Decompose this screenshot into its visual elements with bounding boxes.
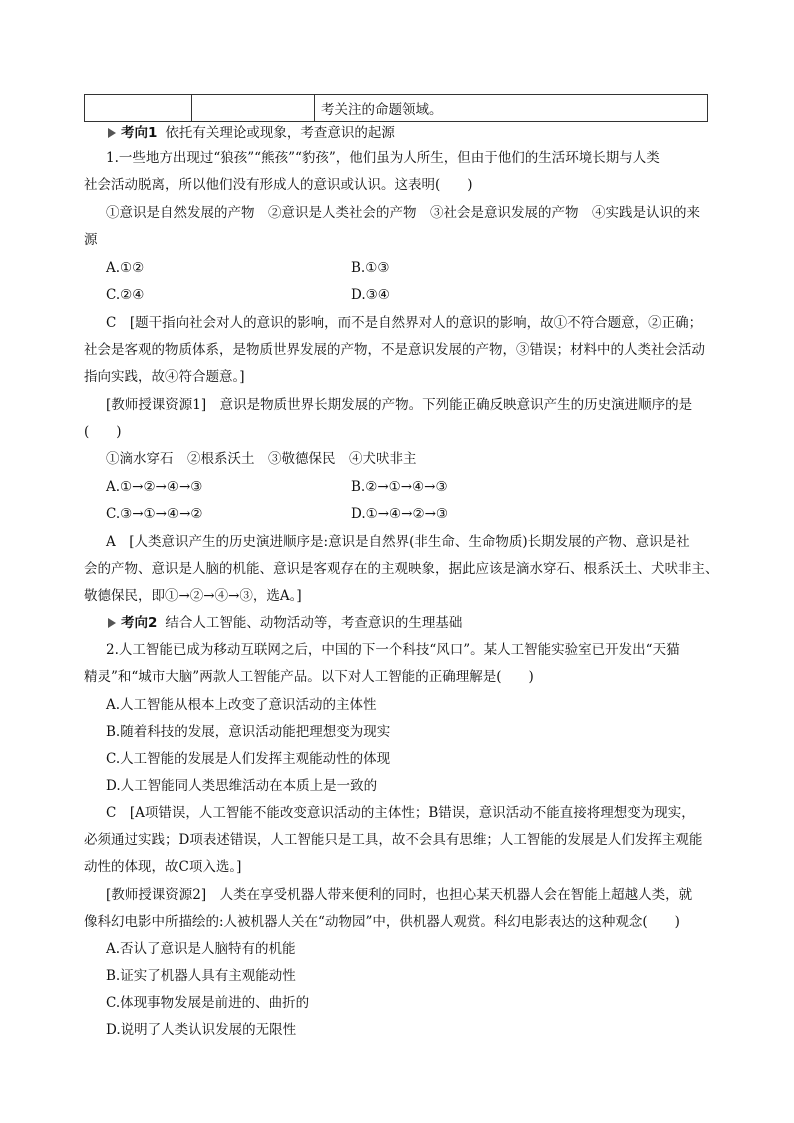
continuation-table xyxy=(84,94,708,122)
question-1-option-b: B.①③ xyxy=(351,260,390,276)
section-title: 结合人工智能、动物活动等，考查意识的生理基础 xyxy=(165,615,463,631)
resource-2-stem-line2: 像科幻电影中所描绘的:人被机器人关在“动物园”中，供机器人观赏。科幻电影表达的这种观念( ) xyxy=(84,914,680,930)
table-cell-empty-2 xyxy=(192,95,315,122)
section-title: 依托有关理论或现象，考查意识的起源 xyxy=(165,125,395,141)
table-cell-empty-1 xyxy=(85,95,192,122)
question-2-stem-line2: 精灵”和“城市大脑”两款人工智能产品。以下对人工智能的正确理解是( ) xyxy=(84,669,534,685)
question-1-stem-line2: 社会活动脱离，所以他们没有形成人的意识或认识。这表明( ) xyxy=(84,177,473,193)
section-label: 考向1 xyxy=(121,125,158,141)
triangle-bullet-icon xyxy=(108,618,116,628)
resource-1-items: ①滴水穿石 ②根系沃土 ③敬德保民 ④犬吠非主 xyxy=(106,451,417,467)
resource-2-option-c: C.体现事物发展是前进的、曲折的 xyxy=(106,995,310,1011)
resource-1-stem-line1: [教师授课资源1] 意识是物质世界长期发展的产物。下列能正确反映意识产生的历史演进顺序的是 xyxy=(106,397,693,413)
question-1-answer-line1: C [题干指向社会对人的意识的影响，而不是自然界对人的意识的影响，故①不符合题意，②正确； xyxy=(106,315,703,331)
question-2-answer-line2: 必须通过实践；D项表述错误，人工智能只是工具，故不会具有思维；人工智能的发展是人们发挥主观能 xyxy=(84,832,703,848)
question-1-statements-line2: 源 xyxy=(84,232,98,248)
section-label: 考向2 xyxy=(121,615,158,631)
question-2-option-d: D.人工智能同人类思维活动在本质上是一致的 xyxy=(106,778,378,794)
question-2-answer-line1: C [A项错误，人工智能不能改变意识活动的主体性；B错误，意识活动不能直接将理想变为现实， xyxy=(106,805,695,821)
resource-2-option-a: A.否认了意识是人脑特有的机能 xyxy=(106,941,296,957)
triangle-bullet-icon xyxy=(108,128,116,138)
question-1-option-d: D.③④ xyxy=(351,287,390,303)
resource-2-option-d: D.说明了人类认识发展的无限性 xyxy=(106,1022,297,1038)
resource-1-answer-line2: 会的产物、意识是人脑的机能、意识是客观存在的主观映象，据此应该是滴水穿石、根系沃土、犬吠非主、 xyxy=(84,561,719,577)
question-1-answer-line2: 社会是客观的物质体系，是物质世界发展的产物，不是意识发展的产物，③错误；材料中的人类社会活动 xyxy=(84,342,705,358)
table-cell-text: 考关注的命题领域。 xyxy=(315,95,708,122)
resource-1-answer-line1: A [人类意识产生的历史演进顺序是:意识是自然界(非生命、生命物质)长期发展的产物、意识是社 xyxy=(106,534,690,550)
resource-2-option-b: B.证实了机器人具有主观能动性 xyxy=(106,968,296,984)
resource-2-stem-line1: [教师授课资源2] 人类在享受机器人带来便利的同时，也担心某天机器人会在智能上超越人类，就 xyxy=(106,887,693,903)
resource-1-option-a: A.①→②→④→③ xyxy=(106,479,203,495)
table-row xyxy=(85,95,708,122)
question-1-answer-line3: 指向实践，故④符合题意。] xyxy=(84,369,245,385)
resource-1-option-c: C.③→①→④→② xyxy=(106,506,203,522)
question-2-option-c: C.人工智能的发展是人们发挥主观能动性的体现 xyxy=(106,751,391,767)
question-2-answer-line3: 动性的体现，故C项入选。] xyxy=(84,859,242,875)
resource-1-option-d: D.①→④→②→③ xyxy=(351,506,448,522)
question-1-option-c: C.②④ xyxy=(106,287,145,303)
question-2-option-a: A.人工智能从根本上改变了意识活动的主体性 xyxy=(106,697,377,713)
question-1-option-a: A.①② xyxy=(106,260,145,276)
question-2-option-b: B.随着科技的发展，意识活动能把理想变为现实 xyxy=(106,724,391,740)
question-1-stem-line1: 1.一些地方出现过“狼孩”“熊孩”“豹孩”，他们虽为人所生，但由于他们的生活环境长期与人类 xyxy=(106,150,660,166)
section-heading-1 xyxy=(108,123,395,143)
resource-1-answer-line3: 敬德保民，即①→②→④→③，选A。] xyxy=(84,588,302,604)
resource-1-stem-line2: ( ) xyxy=(84,424,122,440)
question-2-stem-line1: 2.人工智能已成为移动互联网之后，中国的下一个科技“风口”。某人工智能实验室已开发出“天猫 xyxy=(106,642,680,658)
question-1-statements-line1: ①意识是自然发展的产物 ②意识是人类社会的产物 ③社会是意识发展的产物 ④实践是认识的来 xyxy=(106,205,700,221)
section-heading-2 xyxy=(108,613,462,633)
resource-1-option-b: B.②→①→④→③ xyxy=(351,479,448,495)
